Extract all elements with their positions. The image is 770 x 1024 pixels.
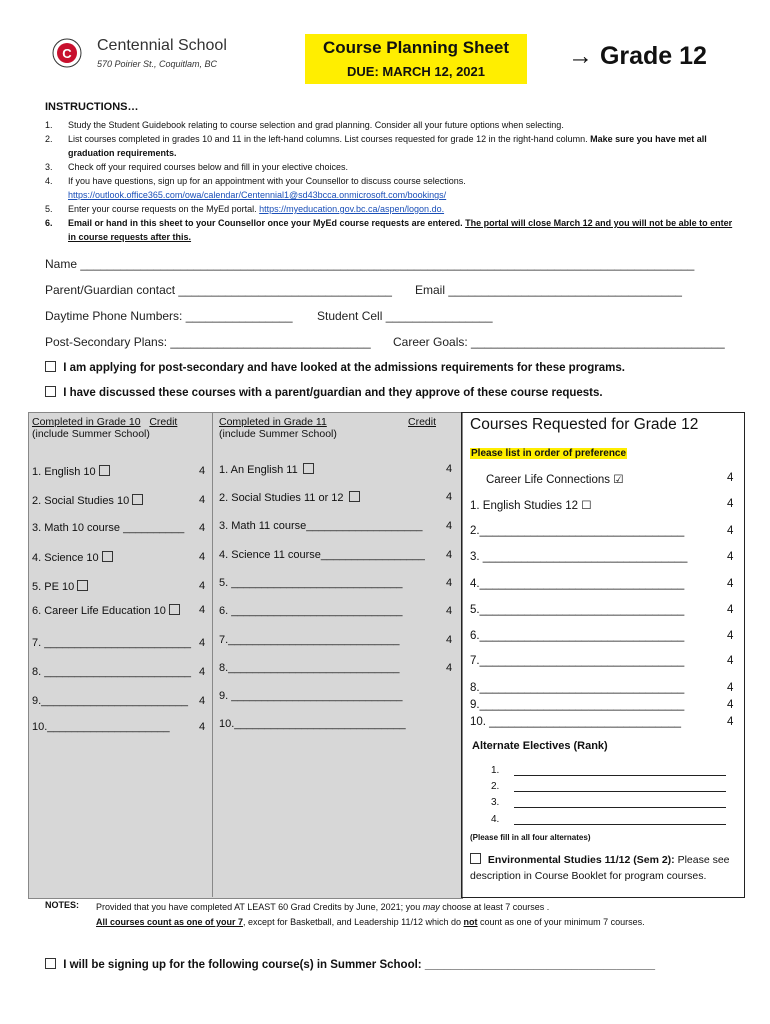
grade11-row[interactable]: 8.____________________________ xyxy=(219,662,400,674)
credit-value: 4 xyxy=(446,520,453,532)
alternate-number: 3. xyxy=(491,797,500,808)
notes-label: NOTES: xyxy=(45,900,80,910)
credit-value: 4 xyxy=(727,699,734,711)
credit-value: 4 xyxy=(446,577,453,589)
grade12-row[interactable]: 10. ______________________________ xyxy=(470,716,682,728)
alternates-note: (Please fill in all four alternates) xyxy=(470,833,591,842)
grade12-row[interactable]: 7.________________________________ xyxy=(470,655,685,667)
credit-value: 4 xyxy=(727,716,734,728)
instruction-item: 6. Email or hand in this sheet to your Counsellor once your MyEd course requests are entered. The portal will close March 12 and you will not be able to enter in course requests after this. xyxy=(45,218,733,242)
grade12-title: Courses Requested for Grade 12 xyxy=(470,416,699,433)
svg-text:C: C xyxy=(62,46,72,61)
checkbox-icon[interactable] xyxy=(45,958,56,969)
grade10-row[interactable]: 9.________________________ xyxy=(32,695,188,707)
credit-value: 4 xyxy=(727,655,734,667)
grade11-row[interactable]: 5. ____________________________ xyxy=(219,577,403,589)
grade11-row[interactable]: 4. Science 11 course_________________ xyxy=(219,549,425,561)
grade12-row[interactable]: 5.________________________________ xyxy=(470,604,685,616)
discussed-checkbox-row[interactable]: I have discussed these courses with a parent/guardian and they approve of these course requests. xyxy=(45,386,603,399)
alternate-number: 1. xyxy=(491,765,500,776)
checkbox-icon[interactable] xyxy=(99,465,110,476)
checkbox-icon[interactable] xyxy=(45,386,56,397)
checkbox-icon[interactable] xyxy=(77,580,88,591)
grade11-row[interactable]: 7.____________________________ xyxy=(219,634,400,646)
credit-value: 4 xyxy=(446,549,453,561)
grade11-row[interactable]: 1. An English 11 xyxy=(219,463,318,476)
checkbox-icon[interactable] xyxy=(102,551,113,562)
credit-value: 4 xyxy=(199,695,206,707)
credit-value: 4 xyxy=(446,634,453,646)
career-goals-field[interactable]: Career Goals: ______________________________________ xyxy=(393,335,725,349)
grade12-row[interactable]: 2.________________________________ xyxy=(470,525,685,537)
school-name: Centennial School xyxy=(97,37,227,54)
credit-value: 4 xyxy=(199,522,206,534)
completed-courses-panel xyxy=(28,412,463,899)
credit-value: 4 xyxy=(199,604,206,616)
credit-value: 4 xyxy=(446,605,453,617)
credit-value: 4 xyxy=(727,682,734,694)
grade12-row[interactable]: 4.________________________________ xyxy=(470,578,685,590)
checkbox-icon[interactable] xyxy=(132,494,143,505)
myed-link[interactable]: https://myeducation.gov.bc.ca/aspen/logon.do. xyxy=(259,204,445,214)
credit-value: 4 xyxy=(446,463,453,475)
credit-value: 4 xyxy=(727,630,734,642)
credit-value: 4 xyxy=(727,498,734,510)
sheet-title: Course Planning Sheet xyxy=(322,38,510,57)
grade10-row[interactable]: 5. PE 10 xyxy=(32,580,92,593)
checkbox-icon[interactable] xyxy=(470,853,481,864)
checkbox-icon[interactable] xyxy=(349,491,360,502)
instruction-item: 1. Study the Student Guidebook relating to course selection and grad planning. Consider all your future options when selecting. xyxy=(45,120,564,130)
credit-value: 4 xyxy=(199,580,206,592)
instruction-item: 3. Check off your required courses below and fill in your elective choices. xyxy=(45,162,348,172)
grade10-row[interactable]: 7. ________________________ xyxy=(32,637,192,649)
credit-value: 4 xyxy=(727,578,734,590)
checkbox-icon[interactable] xyxy=(45,361,56,372)
instructions-heading: INSTRUCTIONS… xyxy=(45,101,139,113)
grade12-row[interactable]: 3. ________________________________ xyxy=(470,551,688,563)
instruction-item: 4. If you have questions, sign up for an appointment with your Counsellor to discuss course selections. https://outlook.office365.com/owa/calendar/Centennial1@sd43bcca.onmicrosoft.com/bookings/ xyxy=(45,176,466,200)
alternate-line[interactable] xyxy=(514,791,726,792)
alternate-number: 2. xyxy=(491,781,500,792)
grade10-header: Completed in Grade 10 Credit (include Summer School) xyxy=(32,416,178,440)
grade12-row[interactable]: Career Life Connections ☑ xyxy=(486,474,624,486)
checkbox-icon[interactable] xyxy=(303,463,314,474)
grade11-credit-header: Credit xyxy=(408,416,437,428)
instruction-item: 5. Enter your course requests on the MyEd portal. https://myeducation.gov.bc.ca/aspen/logon.do. xyxy=(45,204,445,214)
grade10-row[interactable]: 4. Science 10 xyxy=(32,551,117,564)
credit-value: 4 xyxy=(199,494,206,506)
credit-value: 4 xyxy=(199,721,206,733)
credit-value: 4 xyxy=(199,551,206,563)
alternate-line[interactable] xyxy=(514,824,726,825)
grade12-subtitle: Please list in order of preference xyxy=(471,448,627,459)
env-studies-row[interactable]: Environmental Studies 11/12 (Sem 2): Please see description in Course Booklet for program courses. xyxy=(470,854,730,882)
grade10-row[interactable]: 6. Career Life Education 10 xyxy=(32,604,184,617)
credit-value: 4 xyxy=(727,525,734,537)
grade11-row[interactable]: 6. ____________________________ xyxy=(219,605,403,617)
alternate-number: 4. xyxy=(491,814,500,825)
instructions-list xyxy=(45,118,735,244)
parent-contact-field[interactable]: Parent/Guardian contact ________________________________ xyxy=(45,283,392,297)
summer-school-row[interactable]: I will be signing up for the following course(s) in Summer School: ____________________________________ xyxy=(45,958,655,971)
credit-value: 4 xyxy=(199,666,206,678)
credit-value: 4 xyxy=(446,662,453,674)
credit-value: 4 xyxy=(727,472,734,484)
notes-text: Provided that you have completed AT LEAST 60 Grad Credits by June, 2021; you may choose at least 7 courses . All courses count as one of your 7, except for Basketball, and Leadership 11/12 which do not count as one of your minimum 7 courses. xyxy=(96,902,645,927)
bookings-link[interactable]: https://outlook.office365.com/owa/calendar/Centennial1@sd43bcca.onmicrosoft.com/bookings/ xyxy=(68,190,447,200)
instruction-item: 2. List courses completed in grades 10 and 11 in the left-hand columns. List courses requested for grade 12 in the right-hand column. Make sure you have met all graduation requirements. xyxy=(45,134,707,158)
credit-value: 4 xyxy=(727,604,734,616)
grade11-row[interactable]: 9. ____________________________ xyxy=(219,690,403,702)
cell-field[interactable]: Student Cell ________________ xyxy=(317,309,493,323)
school-logo xyxy=(52,37,82,70)
applying-checkbox-row[interactable]: I am applying for post-secondary and have looked at the admissions requirements for these programs. xyxy=(45,361,625,374)
grade10-row[interactable]: 10.____________________ xyxy=(32,721,170,733)
alternates-title: Alternate Electives (Rank) xyxy=(472,740,608,752)
grade11-row[interactable]: 10.____________________________ xyxy=(219,718,406,730)
grade-label: → Grade 12 xyxy=(568,42,707,70)
grade10-row[interactable]: 1. English 10 xyxy=(32,465,114,478)
grade10-row[interactable]: 2. Social Studies 10 xyxy=(32,494,147,507)
due-date: DUE: MARCH 12, 2021 xyxy=(347,64,485,79)
grade11-row[interactable]: 3. Math 11 course___________________ xyxy=(219,520,423,532)
name-field[interactable]: Name ____________________________________________________________________________________________ xyxy=(45,257,695,271)
email-field[interactable]: Email ___________________________________ xyxy=(415,283,682,297)
grade10-row[interactable]: 8. ________________________ xyxy=(32,666,192,678)
alternate-line[interactable] xyxy=(514,775,726,776)
checkbox-icon[interactable] xyxy=(169,604,180,615)
credit-value: 4 xyxy=(446,491,453,503)
grade12-row[interactable]: 1. English Studies 12 ☐ xyxy=(470,500,592,512)
post-secondary-field[interactable]: Post-Secondary Plans: ______________________________ xyxy=(45,335,371,349)
school-address: 570 Poirier St., Coquitlam, BC xyxy=(97,59,218,69)
alternate-line[interactable] xyxy=(514,807,726,808)
credit-value: 4 xyxy=(199,637,206,649)
grade12-row[interactable]: 9.________________________________ xyxy=(470,699,685,711)
phone-field[interactable]: Daytime Phone Numbers: ________________ xyxy=(45,309,293,323)
grade12-row[interactable]: 6.________________________________ xyxy=(470,630,685,642)
column-divider xyxy=(212,412,213,897)
grade10-row[interactable]: 3. Math 10 course __________ xyxy=(32,522,185,534)
grade12-row[interactable]: 8.________________________________ xyxy=(470,682,685,694)
credit-value: 4 xyxy=(199,465,206,477)
grade11-header: Completed in Grade 11 (include Summer School) xyxy=(219,416,337,440)
credit-value: 4 xyxy=(727,551,734,563)
grade11-row[interactable]: 2. Social Studies 11 or 12 xyxy=(219,491,364,504)
